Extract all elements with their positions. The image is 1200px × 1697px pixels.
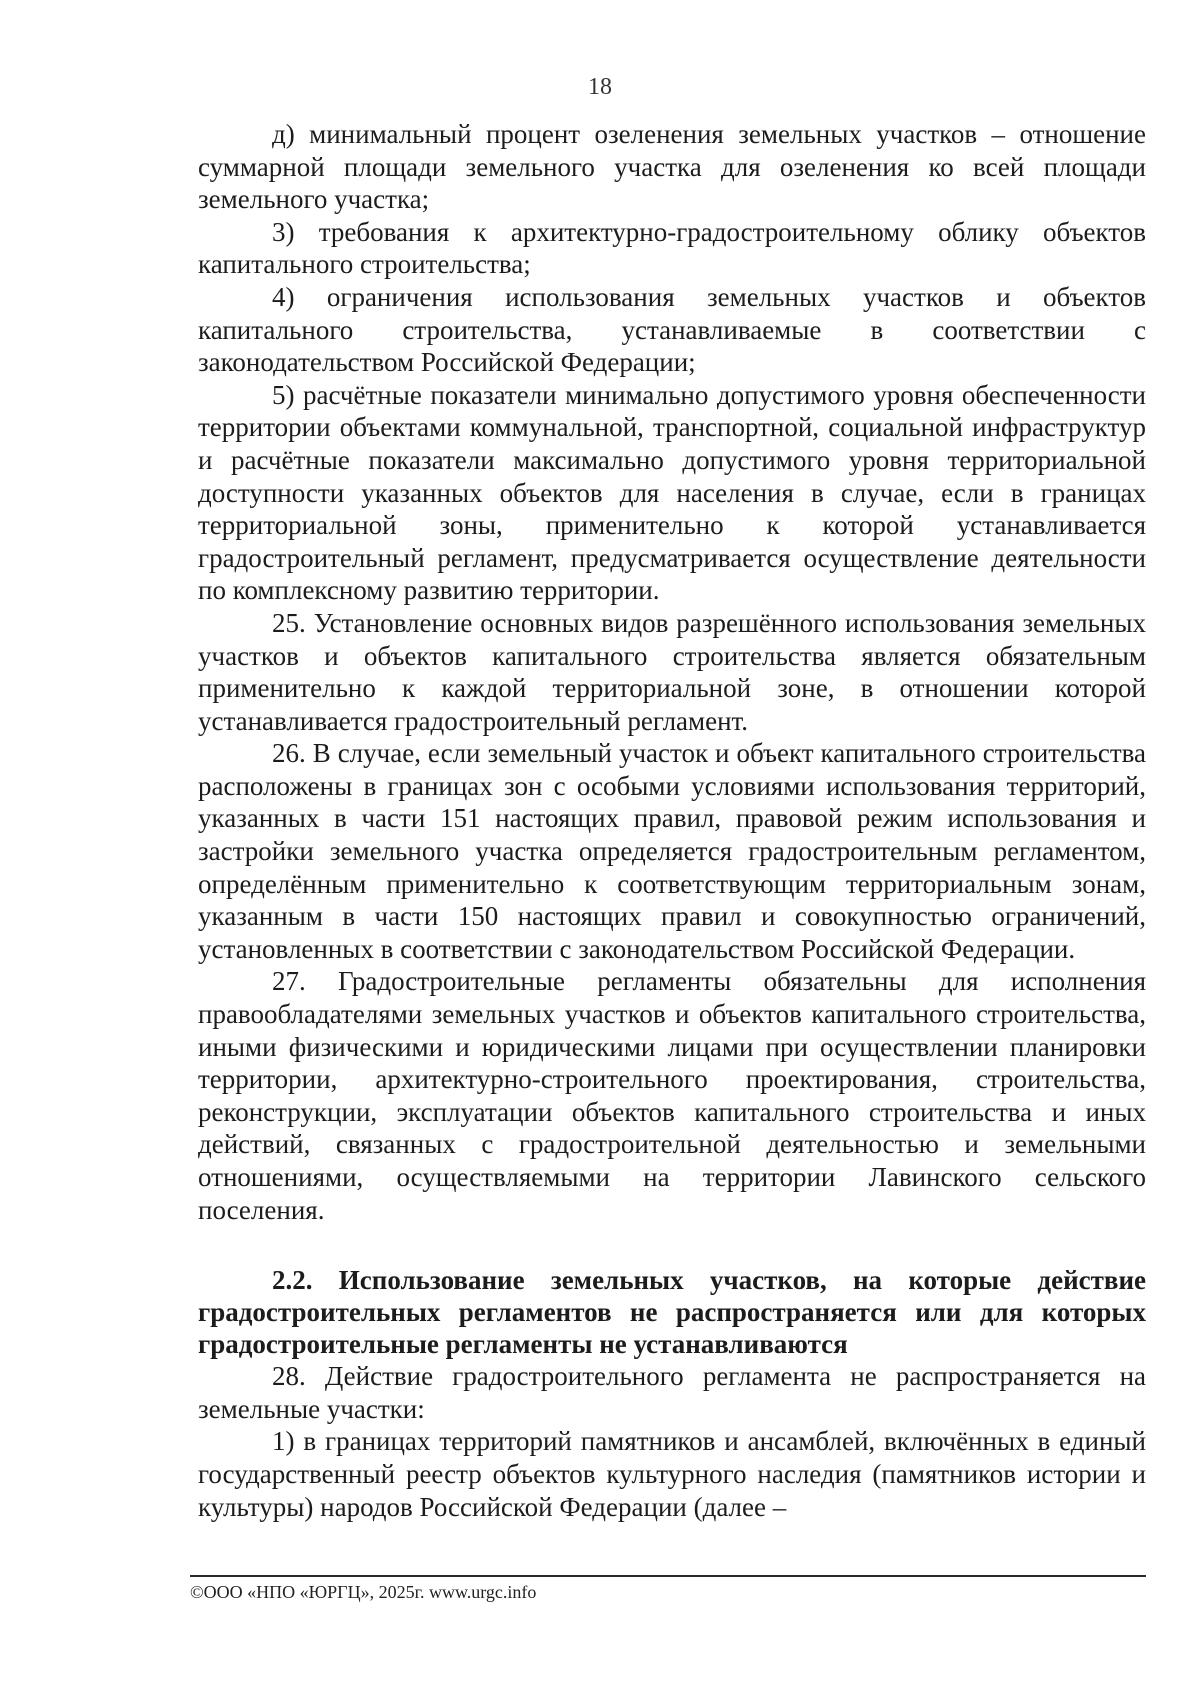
section-heading-2-2: 2.2. Использование земельных участков, на которые действие градостроительных регламентов не распространяется или для которых градостроительные регламенты не устанавливаются [198, 1265, 1146, 1360]
page-number: 18 [588, 74, 612, 100]
section-spacer [198, 1226, 1146, 1264]
paragraph-27: 27. Градостроительные регламенты обязательны для исполнения правообладателями земельных участков и объектов капитального строительства, иными физическими и юридическими лицами при осуществлении планировки территории, архитектурно-строительного проектирования, строительства, реконструкции, эксплуатации объектов капитального строительства и иных действий, связанных с градостроительной деятельностью и земельными отношениями, осуществляемыми на территории Лавинского сельского поселения. [198, 966, 1146, 1225]
footer-divider [190, 1575, 1146, 1577]
paragraph-5-calculated-indicators: 5) расчётные показатели минимально допустимого уровня обеспеченности территории объектами коммунальной, транспортной, социальной инфраструктур и расчётные показатели максимально допустимого уровня территориальной доступности указанных объектов для населения в случае, если в границах территориальной зоны, применительно к которой устанавливается градостроительный регламент, предусматривается осуществление деятельности по комплексному развитию территории. [198, 379, 1146, 606]
paragraph-d-min-greening: д) минимальный процент озеленения земельных участков – отношение суммарной площади земельного участка для озеленения ко всей площади земельного участка; [198, 119, 1146, 215]
page-body [198, 118, 1146, 1523]
paragraph-3-architectural-requirements: 3) требования к архитектурно-градостроительному облику объектов капитального строительства; [198, 216, 1146, 280]
paragraph-28-1: 1) в границах территорий памятников и ансамблей, включённых в единый государственный реестр объектов культурного наследия (памятников истории и культуры) народов Российской Федерации (далее – [198, 1426, 1146, 1522]
paragraph-26: 26. В случае, если земельный участок и объект капитального строительства расположены в границах зон с особыми условиями использования территорий, указанных в части 151 настоящих правил, правовой режим использования и застройки земельного участка определяется градостроительным регламентом, определённым применительно к соответствующим территориальным зонам, указанным в части 150 настоящих правил и совокупностью ограничений, установленных в соответствии с законодательством Российской Федерации. [198, 738, 1146, 964]
footer-copyright: ©ООО «НПО «ЮРГЦ», 2025г. www.urgc.info [190, 1582, 537, 1602]
paragraph-25: 25. Установление основных видов разрешённого использования земельных участков и объектов капитального строительства является обязательным применительно к каждой территориальной зоне, в отношении которой устанавливается градостроительный регламент. [198, 607, 1146, 736]
paragraph-4-usage-restrictions: 4) ограничения использования земельных участков и объектов капитального строительства, устанавливаемые в соответствии с законодательством Российской Федерации; [198, 281, 1146, 378]
paragraph-28: 28. Действие градостроительного регламента не распространяется на земельные участки: [198, 1361, 1146, 1424]
